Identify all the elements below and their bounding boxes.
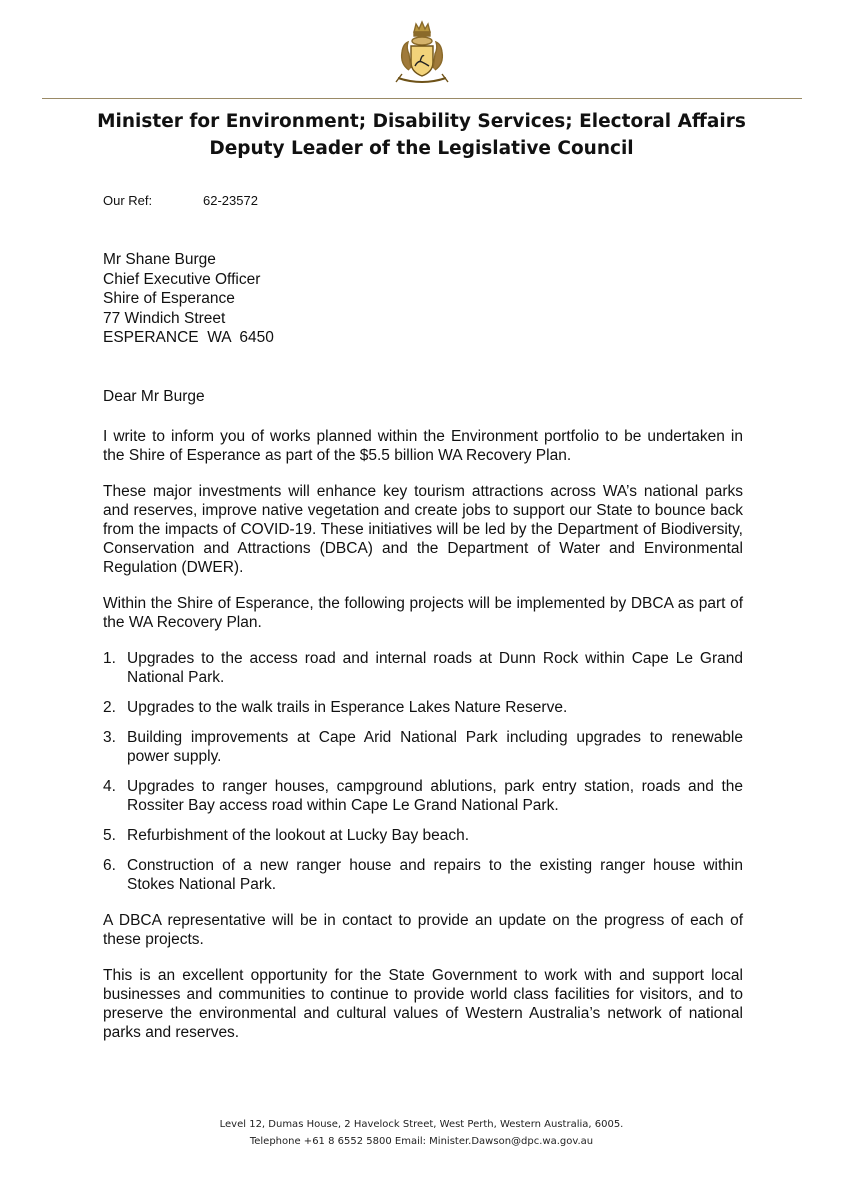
list-item-text: Upgrades to the walk trails in Esperance Lakes Nature Reserve. xyxy=(127,699,568,716)
list-item-text: Construction of a new ranger house and repairs to the existing ranger house within Stokes National Park. xyxy=(127,857,743,893)
list-item-number: 3. xyxy=(103,729,116,746)
recipient-street: 77 Windich Street xyxy=(103,309,226,327)
list-item-text: Upgrades to ranger houses, campground ablutions, park entry station, roads and the Rossiter Bay access road within Cape Le Grand National Park. xyxy=(127,778,743,814)
heading-line-2: Deputy Leader of the Legislative Council xyxy=(209,138,634,159)
heading-line-1: Minister for Environment; Disability Services; Electoral Affairs xyxy=(97,111,746,132)
reference-label: Our Ref: xyxy=(103,193,153,208)
reference-line xyxy=(103,193,258,208)
list-item-text: Upgrades to the access road and internal roads at Dunn Rock within Cape Le Grand National Park. xyxy=(127,650,743,686)
footer-address: Level 12, Dumas House, 2 Havelock Street, West Perth, Western Australia, 6005. xyxy=(219,1119,624,1130)
paragraph-5: This is an excellent opportunity for the State Government to work with and support local businesses and communities to continue to provide world class facilities for visitors, and to preserve the environmental and cultural values of Western Australia’s network of national parks and reserves. xyxy=(103,967,743,1041)
salutation: Dear Mr Burge xyxy=(103,388,205,405)
list-item xyxy=(103,826,743,845)
list-item-number: 5. xyxy=(103,827,116,844)
paragraph-2: These major investments will enhance key tourism attractions across WA’s national parks and reserves, improve native vegetation and create jobs to support our State to bounce back from the impacts of COVID-19. These initiatives will be led by the Department of Biodiversity, Conservation and Attractions (DBCA) and the Department of Water and Environmental Regulation (DWER). xyxy=(103,483,743,576)
paragraph-4: A DBCA representative will be in contact to provide an update on the progress of each of these projects. xyxy=(103,912,743,948)
list-item xyxy=(103,856,743,894)
wa-coat-of-arms-icon xyxy=(384,18,460,88)
list-item xyxy=(103,649,743,687)
recipient-title: Chief Executive Officer xyxy=(103,270,261,288)
letter-body xyxy=(103,427,743,1059)
list-item-number: 6. xyxy=(103,857,116,874)
recipient-address xyxy=(103,250,274,348)
letter-footer xyxy=(0,1116,843,1150)
reference-value: 62-23572 xyxy=(203,193,258,208)
list-item-number: 1. xyxy=(103,650,116,667)
paragraph-1: I write to inform you of works planned within the Environment portfolio to be undertaken in the Shire of Esperance as part of the $5.5 billion WA Recovery Plan. xyxy=(103,428,743,464)
list-item-number: 4. xyxy=(103,778,116,795)
list-item xyxy=(103,698,743,717)
recipient-name: Mr Shane Burge xyxy=(103,251,216,268)
recipient-organisation: Shire of Esperance xyxy=(103,290,235,307)
list-item-number: 2. xyxy=(103,699,116,716)
recipient-locality: ESPERANCE WA 6450 xyxy=(103,329,274,346)
ministerial-heading xyxy=(0,108,843,162)
project-list xyxy=(103,649,743,894)
list-item xyxy=(103,777,743,815)
list-item-text: Building improvements at Cape Arid National Park including upgrades to renewable power supply. xyxy=(127,729,743,765)
list-item xyxy=(103,728,743,766)
footer-contact: Telephone +61 8 6552 5800 Email: Minister.Dawson@dpc.wa.gov.au xyxy=(249,1136,594,1147)
list-item-text: Refurbishment of the lookout at Lucky Bay beach. xyxy=(127,827,470,844)
paragraph-3: Within the Shire of Esperance, the following projects will be implemented by DBCA as part of the WA Recovery Plan. xyxy=(103,595,743,631)
header-divider xyxy=(42,98,802,99)
